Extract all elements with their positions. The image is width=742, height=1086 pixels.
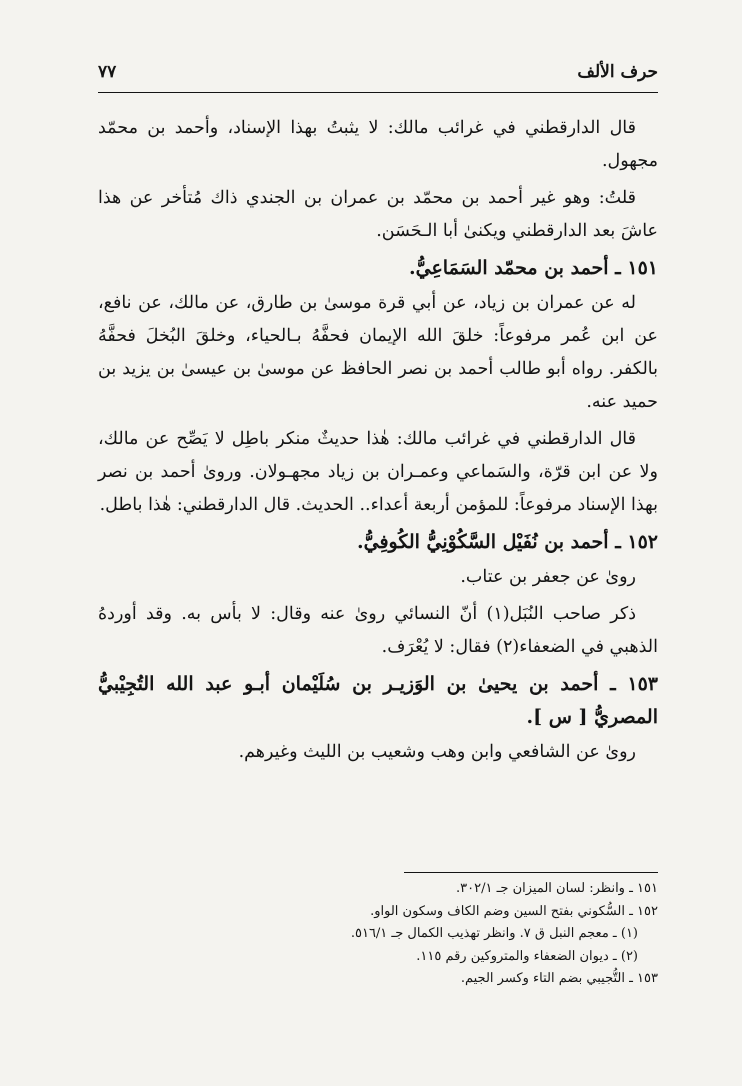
entry-heading: ١٥٢ ـ أحمد بن نُفَيْل السَّكُوْنِيُّ الكُوفِيُّ.	[357, 531, 658, 553]
running-title: حرف الألف	[577, 62, 658, 82]
page-number: ٧٧	[98, 62, 117, 82]
entry-heading: ١٥٣ ـ أحمد بن يحيىٰ بن الوَزيـر بن سُلَيْمان أبـو عبد الله التُجِيْبيُّ المصريُّ [ س ].	[98, 673, 658, 728]
footnote-rule	[404, 872, 658, 873]
footnote: ١٥٢ ـ السُّكوني بفتح السين وضم الكاف وسكون الواو.	[370, 903, 658, 919]
paragraph: قال الدارقطني في غرائب مالك: هٰذا حديثٌ منكر باطِل لا يَصِّح عن مالك، ولا عن ابن قرّة، والسَماعي وعمـران بن زياد مجهـولان. وروىٰ أحمد بن نصر بهذا الإسناد مرفوعاً: للمؤمن أربعة أعداء.. الحديث. قال الدارقطني: هٰذا باطل.	[98, 429, 658, 515]
footnotes	[98, 878, 658, 991]
paragraph: ذكر صاحب النُبَل(١) أنّ النسائي روىٰ عنه وقال: لا بأس به. وقد أوردهُ الذهبي في الضعفاء(٢) فقال: لا يُعْرَف.	[98, 604, 658, 657]
paragraph: قلتُ: وهو غير أحمد بن محمّد بن عمران بن الجندي ذاك مُتأخر عن هذا عاشَ بعد الدارقطني ويكنىٰ أبا الـحَسَن.	[98, 188, 658, 241]
paragraph: روىٰ عن جعفر بن عتاب.	[460, 567, 636, 587]
page-header	[98, 62, 658, 90]
paragraph: له عن عمران بن زياد، عن أبي قرة موسىٰ بن طارق، عن مالك، عن نافع، عن ابن عُمر مرفوعاً: خلقَ الله الإيمان فحفَّهُ بـالحياء، وخلقَ البُخلَ فحفَّهُ بالكفر. رواه أبو طالب أحمد بن نصر الحافظ عن موسىٰ بن عيسىٰ بن يزيد بن حميد عنه.	[98, 293, 658, 412]
footnote: ١٥٣ ـ التُّجيبي بضم التاء وكسر الجيم.	[460, 971, 658, 986]
entry-heading: ١٥١ ـ أحمد بن محمّد السَمَاعِيُّ.	[409, 257, 658, 279]
paragraph: روىٰ عن الشافعي وابن وهب وشعيب بن الليث وغيرهم.	[238, 742, 636, 762]
footnote: (١) ـ معجم النبل ق ٧. وانظر تهذيب الكمال جـ ٥١٦/١.	[350, 926, 638, 941]
footnote: (٢) ـ ديوان الضعفاء والمتروكين رقم ١١٥.	[416, 948, 638, 964]
main-text	[98, 112, 658, 773]
header-rule	[98, 92, 658, 93]
paragraph: قال الدارقطني في غرائب مالك: لا يثبتُ بهذا الإسناد، وأحمد بن محمّد مجهول.	[98, 118, 658, 171]
footnote: ١٥١ ـ وانظر: لسان الميزان جـ ٣٠٢/١.	[456, 881, 658, 896]
